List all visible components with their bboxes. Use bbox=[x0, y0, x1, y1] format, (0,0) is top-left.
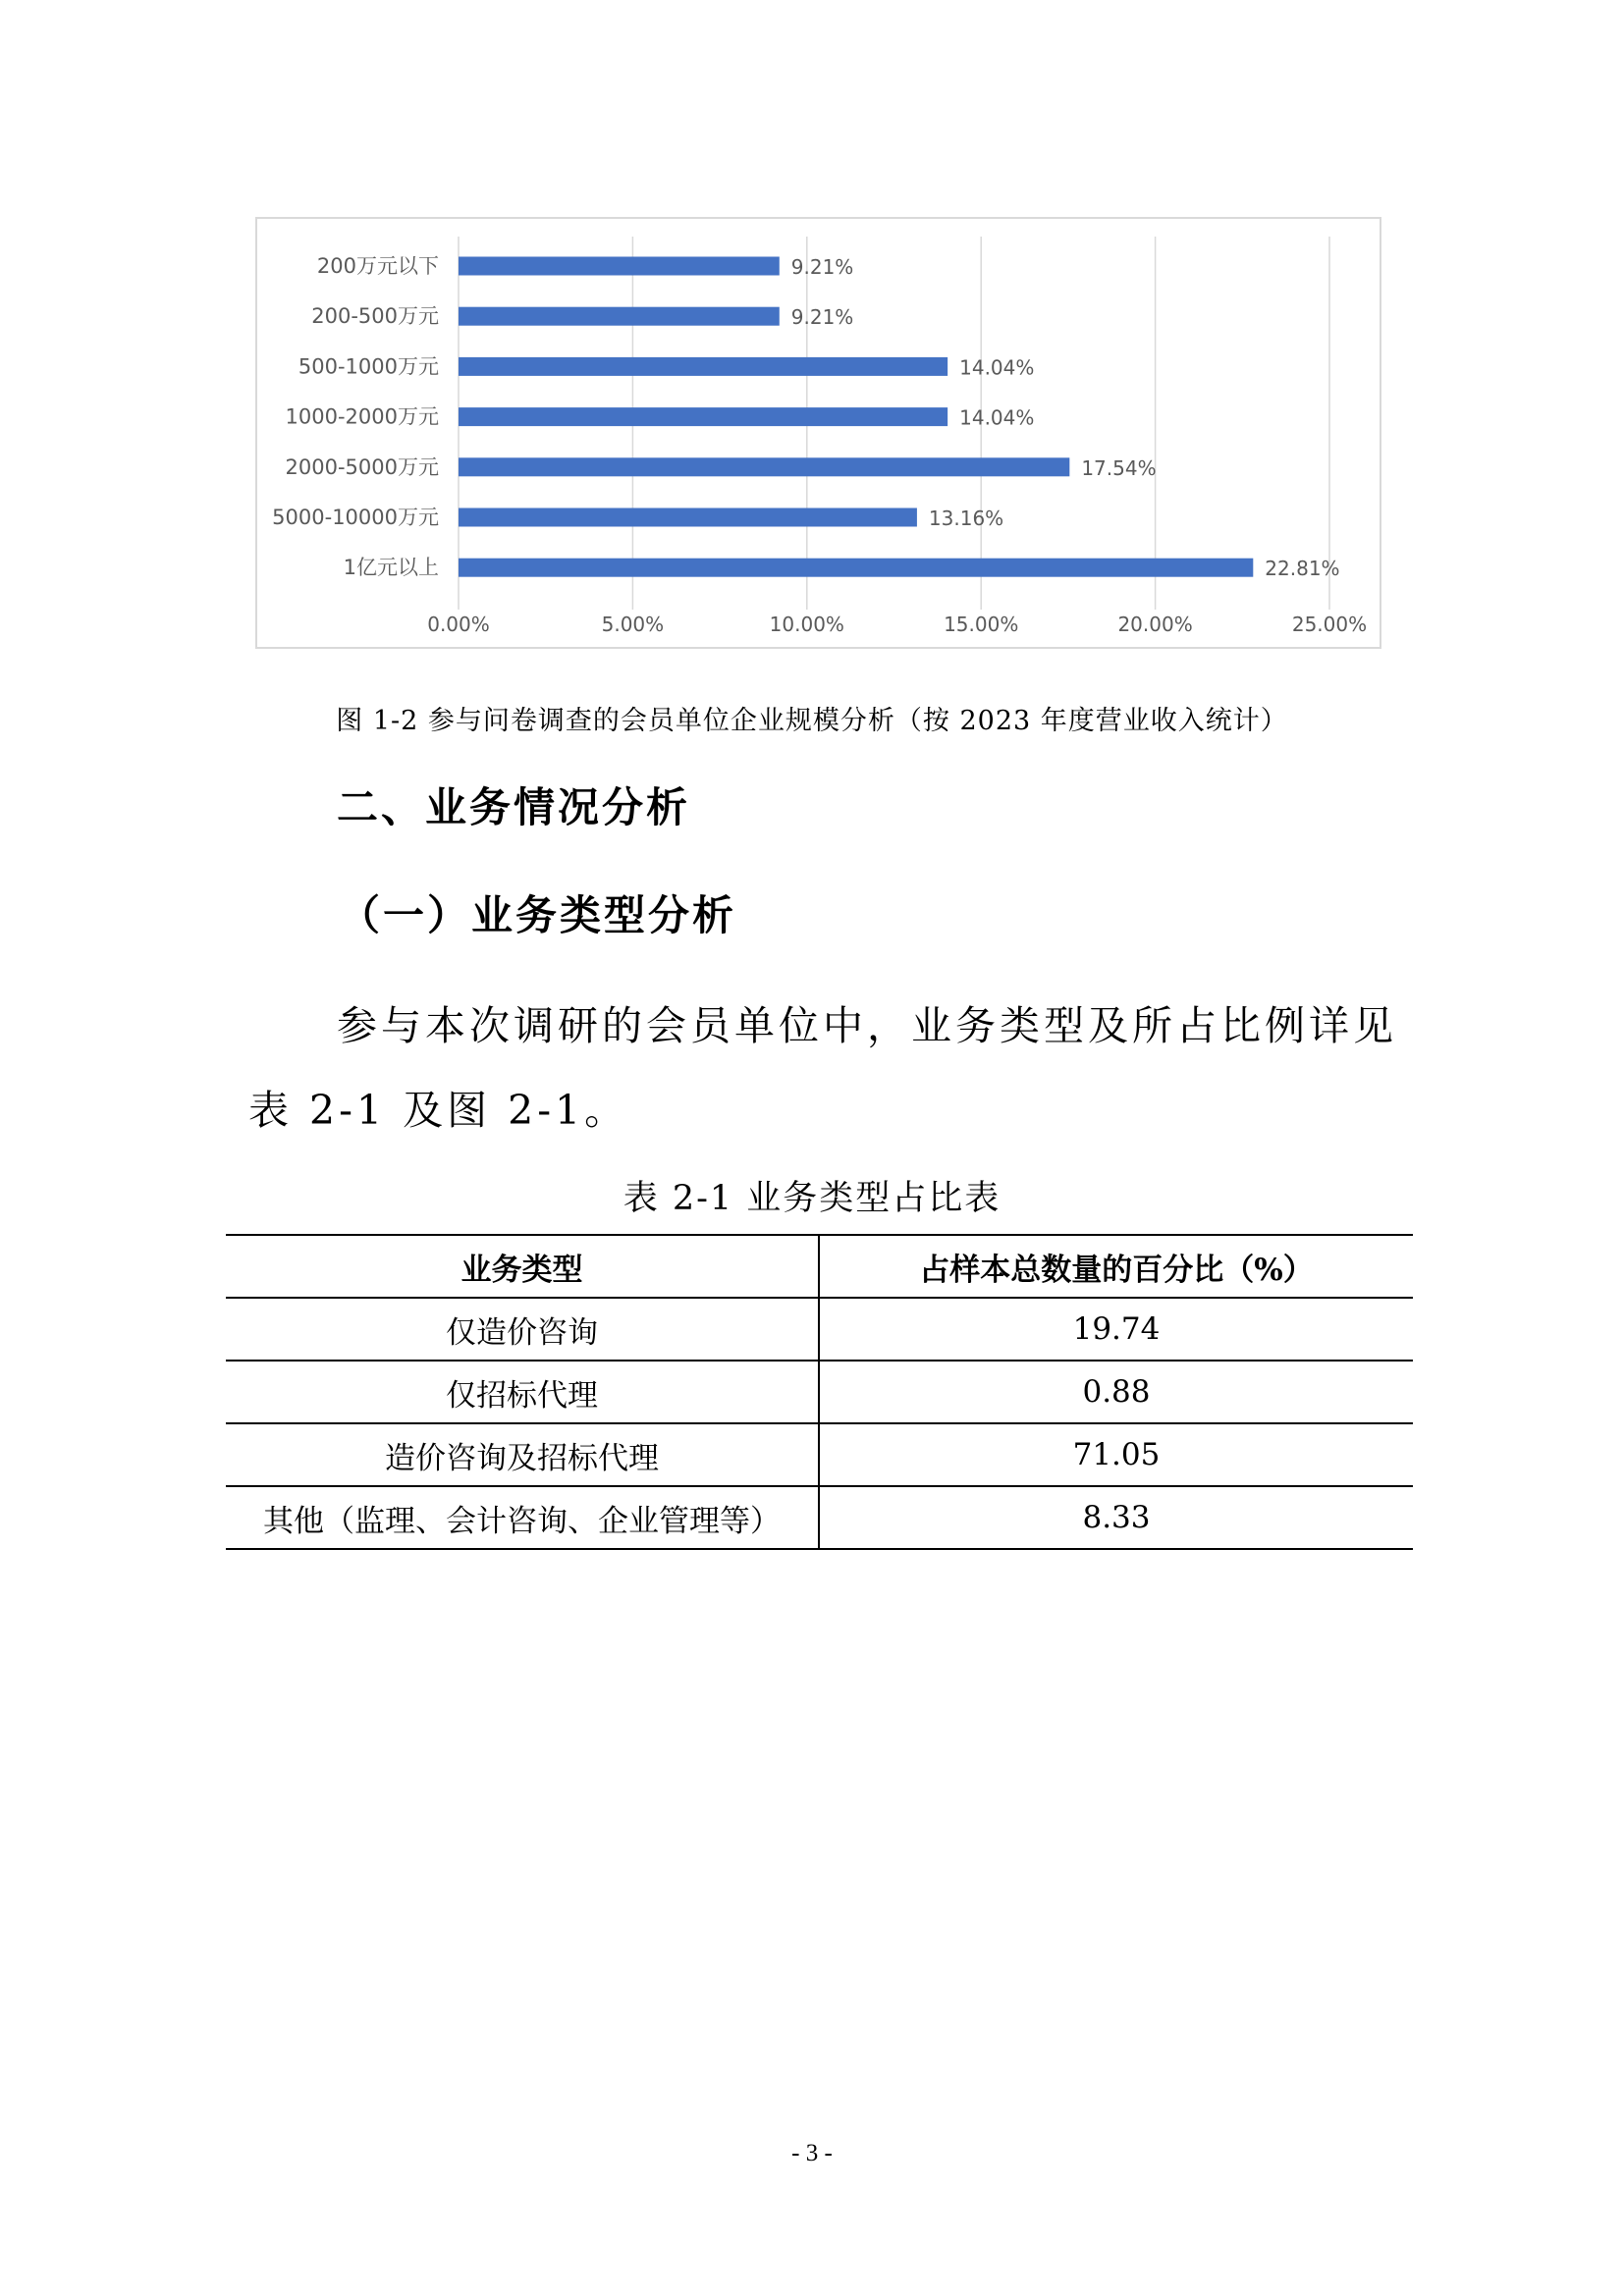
column-header-business-type: 业务类型 bbox=[226, 1235, 819, 1298]
bar bbox=[459, 307, 780, 326]
category-label: 5000-10000万元 bbox=[272, 506, 439, 529]
category-label: 500-1000万元 bbox=[298, 354, 439, 379]
table-header-row bbox=[226, 1235, 1413, 1298]
section-heading: 二、业务情况分析 bbox=[337, 783, 691, 831]
data-label: 22.81% bbox=[1265, 557, 1340, 581]
page-number: - 3 - bbox=[791, 2140, 833, 2166]
paragraph-line-2: 表 2-1 及图 2-1。 bbox=[248, 1087, 629, 1134]
category-label: 1亿元以上 bbox=[343, 556, 439, 580]
column-header-percentage: 占样本总数量的百分比（%） bbox=[819, 1235, 1413, 1298]
table-cell-business-type: 其他（监理、会计咨询、企业管理等） bbox=[226, 1486, 819, 1549]
figure-caption: 图 1-2 参与问卷调查的会员单位企业规模分析（按 2023 年度营业收入统计） bbox=[336, 706, 1288, 736]
paragraph-line-1: 参与本次调研的会员单位中，业务类型及所占比例详见 bbox=[337, 1002, 1397, 1049]
data-label: 17.54% bbox=[1081, 455, 1157, 480]
table-row bbox=[226, 1298, 1413, 1361]
bar bbox=[459, 407, 947, 426]
bar bbox=[459, 508, 917, 527]
table-row bbox=[226, 1486, 1413, 1549]
x-tick-label: 15.00% bbox=[944, 613, 1019, 636]
table-row bbox=[226, 1423, 1413, 1486]
x-tick-label: 0.00% bbox=[427, 613, 490, 636]
bar bbox=[459, 559, 1253, 577]
x-tick-label: 20.00% bbox=[1117, 613, 1193, 636]
table-row bbox=[226, 1361, 1413, 1423]
subsection-heading: （一）业务类型分析 bbox=[339, 891, 737, 939]
table-cell-percentage: 0.88 bbox=[819, 1361, 1413, 1423]
category-label: 2000-5000万元 bbox=[285, 454, 439, 479]
table-cell-business-type: 仅造价咨询 bbox=[226, 1298, 819, 1361]
x-tick-label: 25.00% bbox=[1291, 613, 1368, 636]
data-label: 13.16% bbox=[928, 507, 1004, 530]
table-caption: 表 2-1 业务类型占比表 bbox=[623, 1179, 1001, 1218]
bar bbox=[459, 257, 780, 276]
table-cell-business-type: 仅招标代理 bbox=[226, 1361, 819, 1423]
x-tick-label: 10.00% bbox=[769, 613, 844, 636]
data-label: 14.04% bbox=[959, 355, 1035, 380]
bar-chart-svg bbox=[257, 219, 1383, 651]
data-label: 9.21% bbox=[790, 255, 854, 279]
business-type-table bbox=[226, 1234, 1413, 1550]
category-label: 200万元以下 bbox=[316, 254, 439, 278]
category-label: 200-500万元 bbox=[311, 304, 439, 329]
data-label: 9.21% bbox=[790, 305, 854, 330]
x-tick-label: 5.00% bbox=[601, 613, 665, 636]
bar bbox=[459, 357, 947, 376]
figure-1-2-chart bbox=[255, 217, 1381, 649]
data-label: 14.04% bbox=[959, 405, 1035, 430]
table-cell-percentage: 19.74 bbox=[819, 1298, 1413, 1361]
category-label: 1000-2000万元 bbox=[285, 404, 439, 429]
table-cell-percentage: 8.33 bbox=[819, 1486, 1413, 1549]
table-cell-percentage: 71.05 bbox=[819, 1423, 1413, 1486]
table-cell-business-type: 造价咨询及招标代理 bbox=[226, 1423, 819, 1486]
bar bbox=[459, 457, 1069, 476]
